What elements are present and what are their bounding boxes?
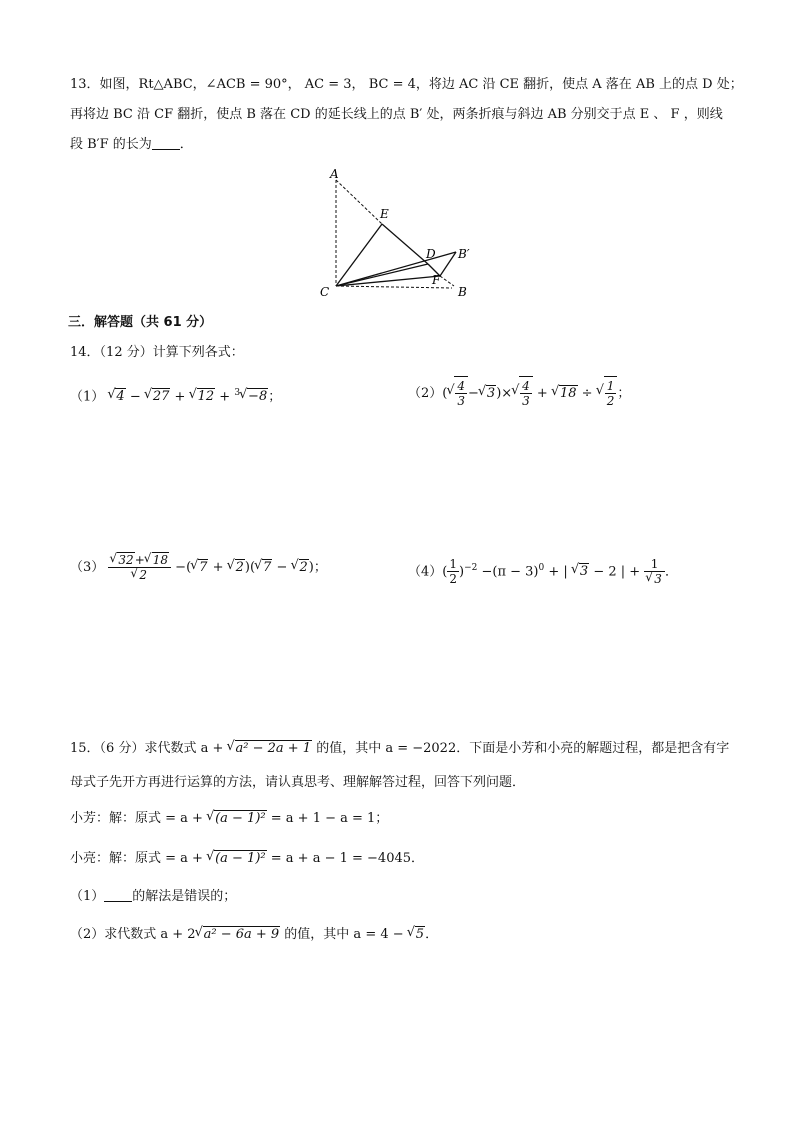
triangle-figure (316, 168, 496, 308)
cube-root-index: 3 (234, 388, 241, 398)
q15-line1: 15．（6 分）求代数式 a + √ a² − 2a + 1 的值，其中 a = −2022．下面是小芳和小亮的解题过程，都是把含有字 (70, 740, 729, 758)
sqrt-expr: √ 3 (479, 377, 496, 411)
label-D: D (426, 247, 436, 261)
answer-blank (104, 889, 132, 902)
q14-part1: （1） √ 4 − √ 27 + √ 12 + $^3$√ −8； (70, 384, 281, 406)
label-B: B (458, 285, 467, 299)
xiaofang-solution: 小芳：解：原式 = a + √ (a − 1)² = a + 1 − a = 1； (70, 810, 388, 828)
sqrt-expr: √ 4 (108, 388, 125, 406)
part-label: （2） (408, 386, 443, 401)
part-label: （4） (408, 564, 443, 580)
q14-intro: 14．（12 分）计算下列各式： (70, 345, 244, 360)
segment-FB (440, 276, 454, 286)
sqrt-expr: √ 12 (190, 388, 216, 406)
q14-part4: （4）( $\frac{1}{2}$ )$^{-2} -(\pi - 3)^0$ + | √ 3 − 2 | + 1 √ 3 ． (408, 550, 678, 590)
sqrt-expr: √ (a − 1)² (207, 810, 267, 828)
label-A: A (330, 168, 339, 181)
answer-blank (152, 137, 180, 150)
sqrt-fraction: √ $\frac{4}{3}$ (447, 376, 468, 411)
sqrt-expr: √ 18 (552, 377, 578, 411)
part-label: （3） (70, 560, 105, 575)
q13-line1: 13．如图，Rt△ABC，∠ACB = 90°， AC = 3， BC = 4，将边 AC 沿 CE 翻折，使点 A 落在 AB 上的点 D 处； (70, 77, 743, 92)
sqrt-expr: √ (a − 1)² (207, 850, 267, 868)
q13-line3-text: 段 B′F 的长为 (70, 137, 152, 152)
label-C: C (320, 285, 330, 299)
label-E: E (380, 207, 389, 221)
q14-part3: （3） √ 32+√ 18 √ 2 −(√ 7 + √ 2)(√ 7 − √ 2)； (70, 550, 327, 586)
q15-sub2: （2）求代数式 a + 2√ a² − 6a + 9 的值，其中 a = 4 − √ 5． (70, 926, 438, 944)
sqrt-fraction: √ $\frac{4}{3}$ (512, 376, 533, 411)
sqrt-expr: √ 27 (145, 388, 171, 406)
q13-line2: 再将边 BC 沿 CF 翻折，使点 B 落在 CD 的延长线上的点 B′ 处，两条折痕与斜边 AB 分别交于点 E 、 F ，则线 (70, 107, 723, 122)
fraction: √ 32+√ 18 √ 2 (108, 553, 171, 582)
q15-sub1: （1） 的解法是错误的； (70, 889, 237, 904)
sqrt-expr: √ 5 (408, 926, 425, 944)
sqrt-expr: √ a² − 6a + 9 (196, 926, 281, 944)
part-label: （1） (70, 389, 105, 405)
q13-line3 (70, 136, 193, 154)
segment-AE (336, 180, 382, 224)
sqrt-fraction: √ $\frac{1}{2}$ (597, 376, 618, 411)
cube-root-expr: √ −8 (240, 388, 268, 406)
segment-ED (382, 224, 428, 264)
label-Bprime: B′ (458, 247, 470, 261)
section-title: 三．解答题（共 61 分） (68, 315, 213, 330)
label-F: F (432, 273, 441, 287)
q14-part2: （2）( √ $\frac{4}{3}$ −√ 3)× √ $\frac{4}{3}$ + √ 18 ÷ √ $\frac{1}{2}$ ； (408, 376, 630, 411)
q15-line2: 母式子先开方再进行运算的方法，请认真思考、理解解答过程，回答下列问题． (70, 775, 526, 790)
sqrt-expr: √ a² − 2a + 1 (228, 740, 313, 758)
xiaoliang-solution: 小亮：解：原式 = a + √ (a − 1)² = a + a − 1 = −4045． (70, 850, 424, 868)
q13-line3-end: ． (179, 137, 193, 152)
